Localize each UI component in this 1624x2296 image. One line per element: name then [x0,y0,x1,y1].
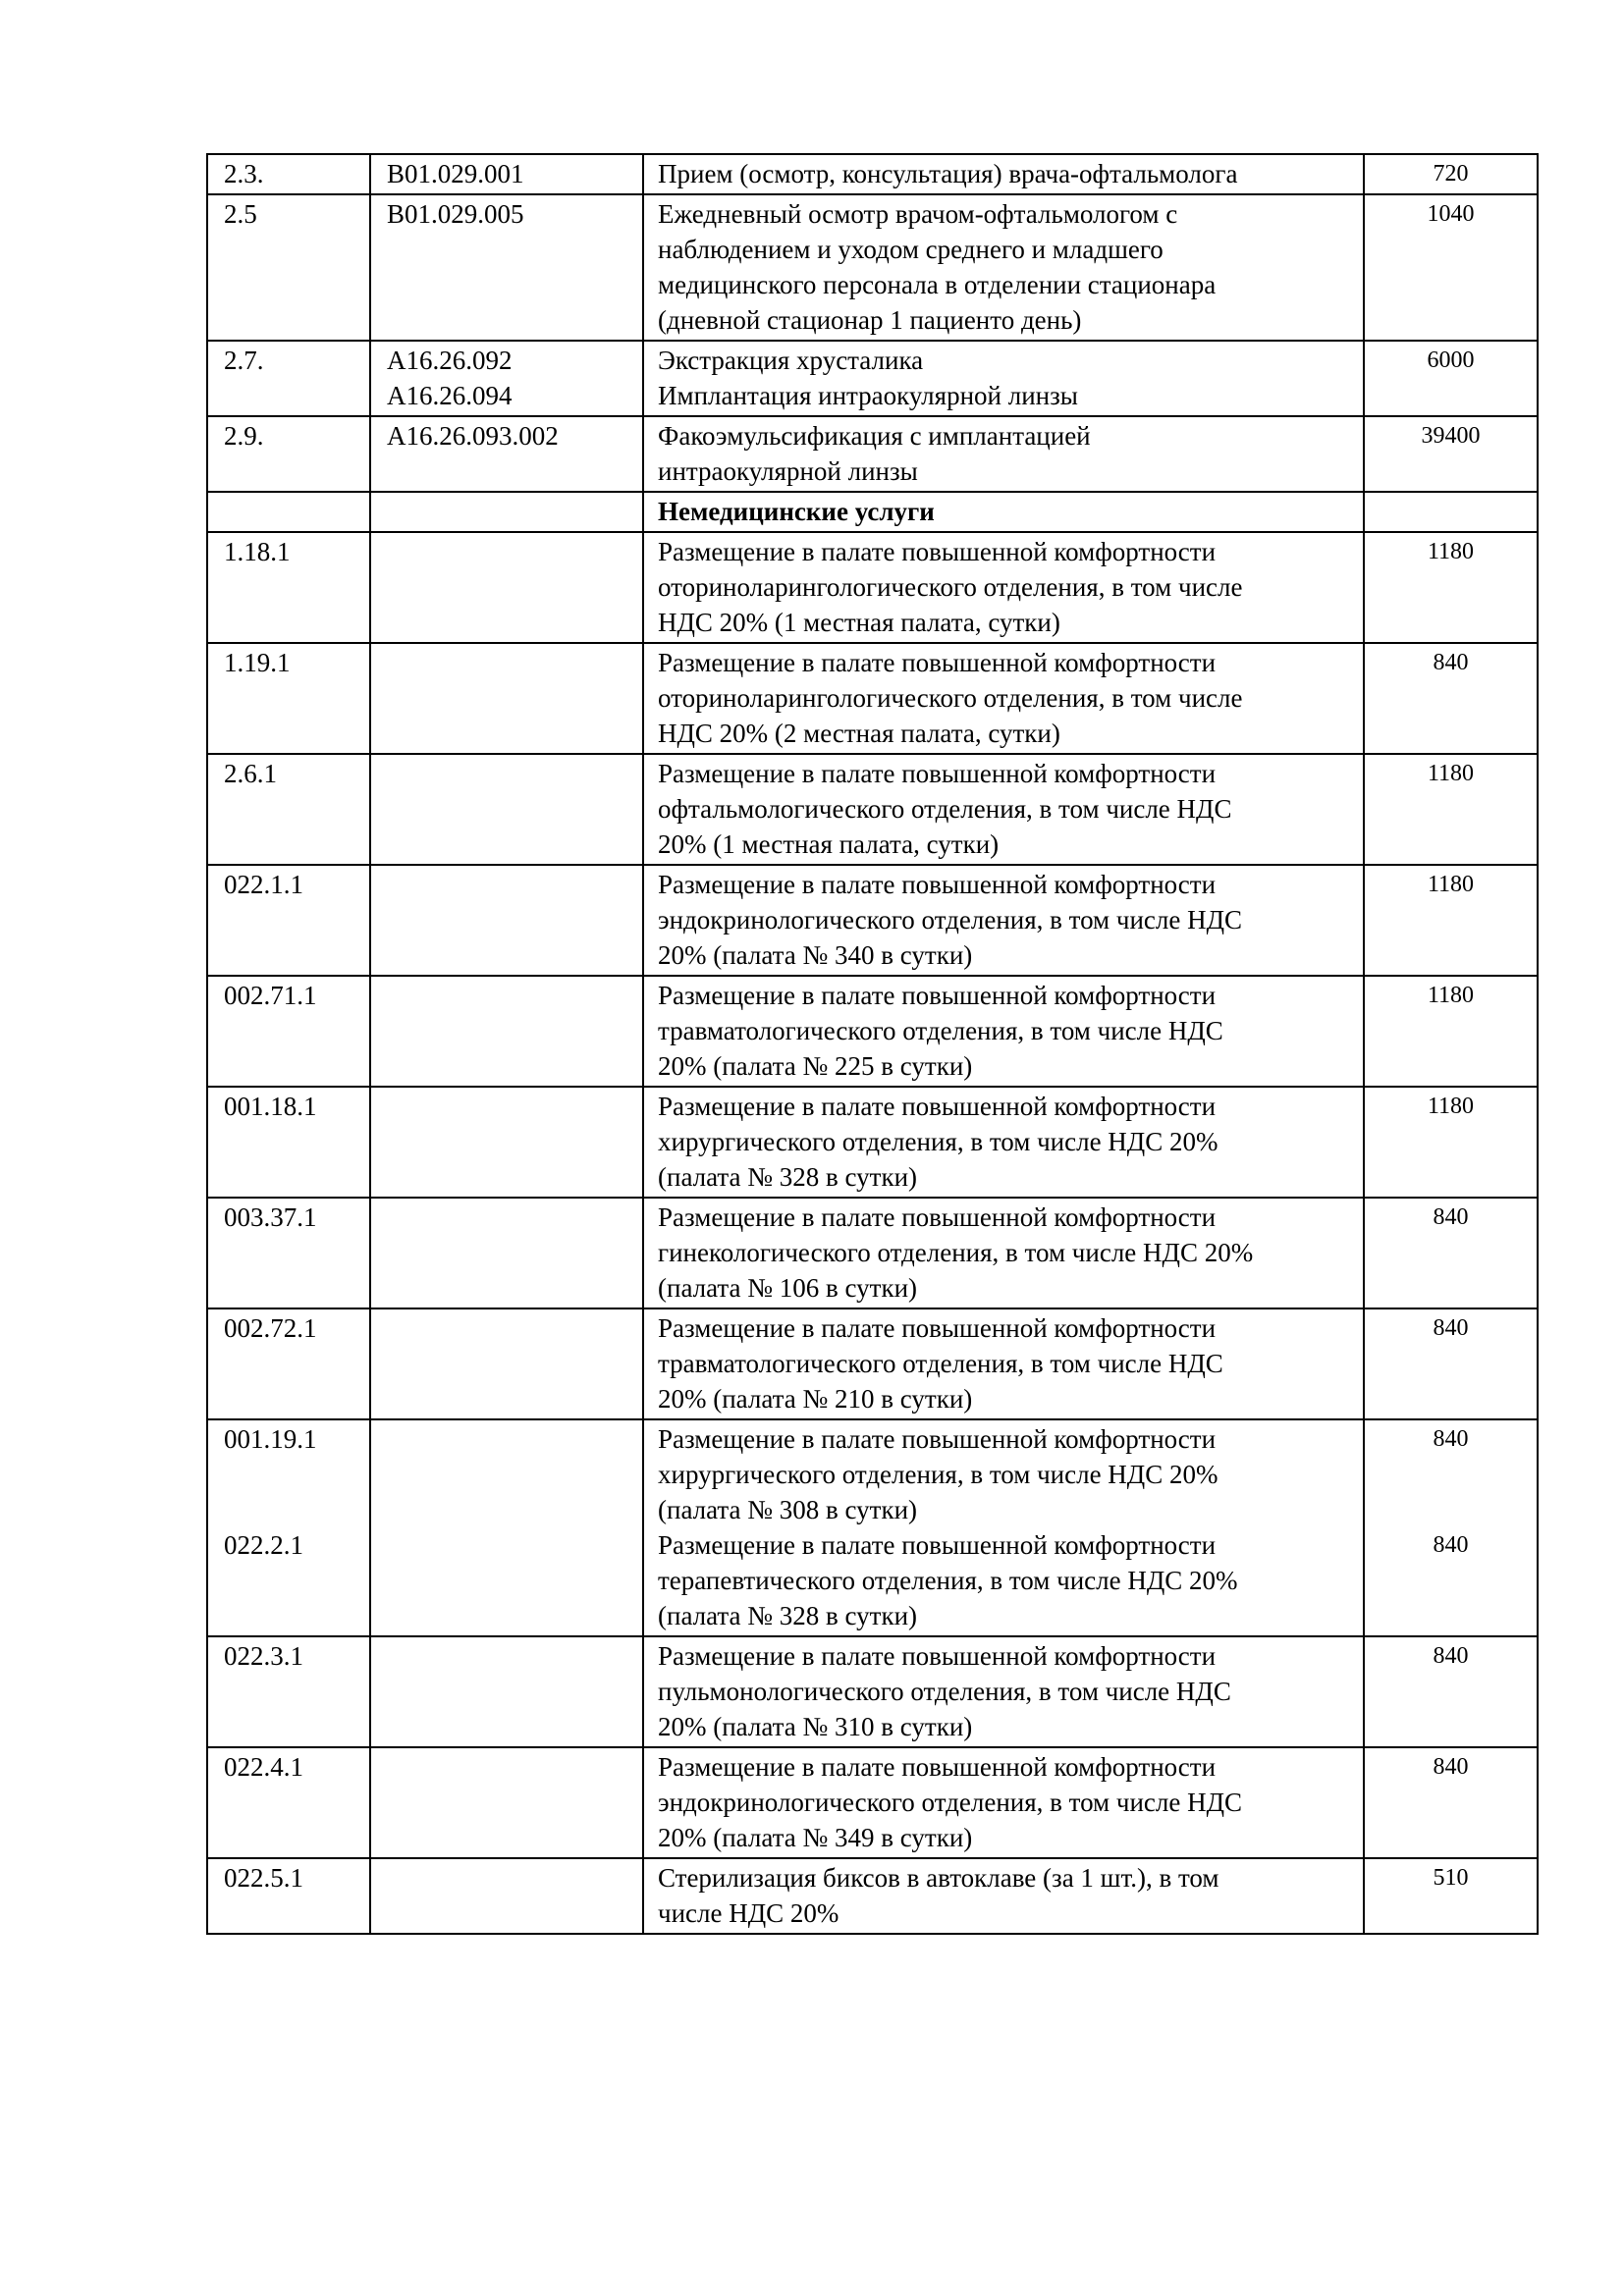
service-article-cell [370,754,643,865]
price-value: 840 [1433,1643,1469,1669]
table-row [207,1308,1538,1419]
description-line: Размещение в палате повышенной комфортности [658,1313,1217,1343]
code-value: 1.19.1 [224,648,291,677]
service-description-cell [643,643,1364,754]
service-description-cell [643,1858,1364,1934]
description-line: Размещение в палате повышенной комфортности [658,1092,1217,1121]
code-value: 2.9. [224,421,264,451]
description-line: медицинского персонала в отделении стационара [658,270,1217,299]
table-row [207,154,1538,194]
code-value [224,1492,359,1527]
table-row [207,1198,1538,1308]
description-line: гинекологического отделения, в том числе НДС 20% [658,1238,1254,1267]
service-price-cell [1364,532,1538,643]
service-article-cell [370,1198,643,1308]
service-article-cell [370,643,643,754]
price-value: 720 [1433,161,1469,187]
description-line: (дневной стационар 1 пациенто день) [658,305,1082,335]
service-price-cell [1364,643,1538,754]
table-row [207,341,1538,416]
table-row [207,754,1538,865]
table-row [207,1087,1538,1198]
description-line: 20% (1 местная палата, сутки) [658,829,1000,859]
price-value: 1180 [1427,761,1475,786]
description-line: Размещение в палате повышенной комфортности [658,537,1217,566]
service-code-cell [207,1419,370,1636]
description-line: 20% (палата № 349 в сутки) [658,1823,973,1852]
service-price-cell [1364,1087,1538,1198]
description-line: интраокулярной линзы [658,456,918,486]
service-code-cell [207,1747,370,1858]
price-table [206,153,1539,1935]
description-line: травматологического отделения, в том числе НДС [658,1349,1223,1378]
service-code-cell [207,154,370,194]
code-value: 001.18.1 [224,1092,317,1121]
service-code-cell [207,1198,370,1308]
price-value: 840 [1433,650,1469,675]
code-value: 022.1.1 [224,870,303,899]
description-line: Размещение в палате повышенной комфортности [658,1530,1217,1560]
service-price-cell [1364,1636,1538,1747]
service-article-cell [370,154,643,194]
code-value: 002.71.1 [224,981,317,1010]
description-line: терапевтического отделения, в том числе НДС 20% [658,1566,1238,1595]
code-value: 2.3. [224,159,264,188]
description-line: эндокринологического отделения, в том числе НДС [658,905,1243,934]
price-value: 840 [1433,1532,1469,1558]
description-line: офтальмологического отделения, в том числе НДС [658,794,1232,824]
code-value: 1.18.1 [224,537,291,566]
description-line: Размещение в палате повышенной комфортности [658,1641,1217,1671]
description-line: числе НДС 20% [658,1898,839,1928]
code-value: 022.3.1 [224,1641,303,1671]
code-value: 022.5.1 [224,1863,303,1893]
service-code-cell [207,492,370,532]
table-row [207,1419,1538,1636]
price-value: 1180 [1427,539,1475,564]
table-row [207,194,1538,341]
description-line: 20% (палата № 210 в сутки) [658,1384,973,1414]
service-description-cell [643,492,1364,532]
price-value: 840 [1433,1315,1469,1341]
service-price-cell [1364,1198,1538,1308]
price-value: 1180 [1427,872,1475,897]
description-line: Размещение в палате повышенной комфортности [658,648,1217,677]
code-value: 2.6.1 [224,759,277,788]
code-value: 001.19.1 [224,1424,317,1454]
code-value: 2.5 [224,199,257,229]
price-table-body [207,154,1538,1934]
description-line: Немедицинские услуги [658,497,935,526]
service-article-cell [370,1419,643,1636]
description-line: эндокринологического отделения, в том числе НДС [658,1788,1243,1817]
table-row [207,416,1538,492]
description-line: Ежедневный осмотр врачом-офтальмологом с [658,199,1178,229]
description-line: хирургического отделения, в том числе НДС 20% [658,1127,1218,1156]
description-line: хирургического отделения, в том числе НДС 20% [658,1460,1218,1489]
service-code-cell [207,194,370,341]
description-line: 20% (палата № 225 в сутки) [658,1051,973,1081]
article-value: A16.26.094 [387,381,513,410]
description-line: НДС 20% (2 местная палата, сутки) [658,719,1060,748]
service-code-cell [207,976,370,1087]
price-value [1375,1492,1527,1527]
table-row [207,643,1538,754]
price-value: 840 [1433,1204,1469,1230]
service-article-cell [370,1087,643,1198]
price-value [1375,1457,1527,1492]
service-article-cell [370,532,643,643]
price-value: 39400 [1421,423,1481,449]
service-article-cell [370,1636,643,1747]
service-price-cell [1364,976,1538,1087]
description-line: пульмонологического отделения, в том числе НДС [658,1677,1231,1706]
service-price-cell [1364,1747,1538,1858]
description-line: оториноларингологического отделения, в том числе [658,683,1243,713]
service-description-cell [643,865,1364,976]
description-line: (палата № 106 в сутки) [658,1273,918,1303]
service-code-cell [207,1858,370,1934]
price-value: 6000 [1427,347,1475,373]
price-value: 840 [1433,1754,1469,1780]
description-line: Размещение в палате повышенной комфортности [658,759,1217,788]
description-line: 20% (палата № 340 в сутки) [658,940,973,970]
service-article-cell [370,1747,643,1858]
service-code-cell [207,341,370,416]
service-article-cell [370,194,643,341]
service-description-cell [643,341,1364,416]
table-row [207,976,1538,1087]
service-price-cell [1364,1308,1538,1419]
price-value: 840 [1433,1426,1469,1452]
code-value: 022.4.1 [224,1752,303,1782]
service-price-cell [1364,754,1538,865]
service-article-cell [370,416,643,492]
description-line: наблюдением и уходом среднего и младшего [658,235,1164,264]
service-description-cell [643,1636,1364,1747]
service-article-cell [370,492,643,532]
code-value [224,1457,359,1492]
description-line: оториноларингологического отделения, в том числе [658,572,1243,602]
service-price-cell [1364,341,1538,416]
service-price-cell [1364,416,1538,492]
service-article-cell [370,1858,643,1934]
service-code-cell [207,532,370,643]
article-value: B01.029.005 [387,199,524,229]
service-article-cell [370,865,643,976]
service-code-cell [207,1636,370,1747]
description-line: Факоэмульсификация с имплантацией [658,421,1091,451]
table-row [207,1636,1538,1747]
article-value: A16.26.092 [387,346,513,375]
table-row [207,1858,1538,1934]
service-description-cell [643,194,1364,341]
description-line: Размещение в палате повышенной комфортности [658,1424,1217,1454]
code-value: 2.7. [224,346,264,375]
service-price-cell [1364,1858,1538,1934]
service-code-cell [207,865,370,976]
description-line: травматологического отделения, в том числе НДС [658,1016,1223,1045]
service-description-cell [643,976,1364,1087]
service-article-cell [370,1308,643,1419]
service-code-cell [207,754,370,865]
service-price-cell [1364,1419,1538,1636]
section-header-row [207,492,1538,532]
description-line: Экстракция хрусталика [658,346,924,375]
service-price-cell [1364,865,1538,976]
service-code-cell [207,1087,370,1198]
service-description-cell [643,754,1364,865]
description-line: (палата № 308 в сутки) [658,1495,918,1524]
price-value: 1040 [1427,201,1475,227]
service-price-cell [1364,492,1538,532]
service-description-cell [643,416,1364,492]
description-line: Имплантация интраокулярной линзы [658,381,1078,410]
table-row [207,865,1538,976]
price-value: 1180 [1427,983,1475,1008]
description-line: 20% (палата № 310 в сутки) [658,1712,973,1741]
description-line: Размещение в палате повышенной комфортности [658,870,1217,899]
code-value: 002.72.1 [224,1313,317,1343]
service-description-cell [643,532,1364,643]
service-code-cell [207,416,370,492]
service-description-cell [643,1308,1364,1419]
service-description-cell [643,1747,1364,1858]
description-line: (палата № 328 в сутки) [658,1162,918,1192]
price-value: 510 [1433,1865,1469,1891]
code-value: 022.2.1 [224,1530,303,1560]
description-line: Размещение в палате повышенной комфортности [658,1752,1217,1782]
description-line: (палата № 328 в сутки) [658,1601,918,1630]
article-value: B01.029.001 [387,159,524,188]
description-line: Размещение в палате повышенной комфортности [658,981,1217,1010]
description-line: Размещение в палате повышенной комфортности [658,1202,1217,1232]
description-line: НДС 20% (1 местная палата, сутки) [658,608,1060,637]
description-line: Прием (осмотр, консультация) врача-офтальмолога [658,159,1238,188]
service-article-cell [370,976,643,1087]
service-description-cell [643,154,1364,194]
service-description-cell [643,1198,1364,1308]
service-price-cell [1364,194,1538,341]
description-line: Стерилизация биксов в автоклаве (за 1 шт.), в том [658,1863,1219,1893]
service-code-cell [207,643,370,754]
table-row [207,1747,1538,1858]
service-price-cell [1364,154,1538,194]
table-row [207,532,1538,643]
service-article-cell [370,341,643,416]
service-description-cell [643,1087,1364,1198]
price-list-page [206,153,1537,1935]
service-code-cell [207,1308,370,1419]
code-value: 003.37.1 [224,1202,317,1232]
service-description-cell [643,1419,1364,1636]
price-value: 1180 [1427,1094,1475,1119]
article-value: A16.26.093.002 [387,421,559,451]
